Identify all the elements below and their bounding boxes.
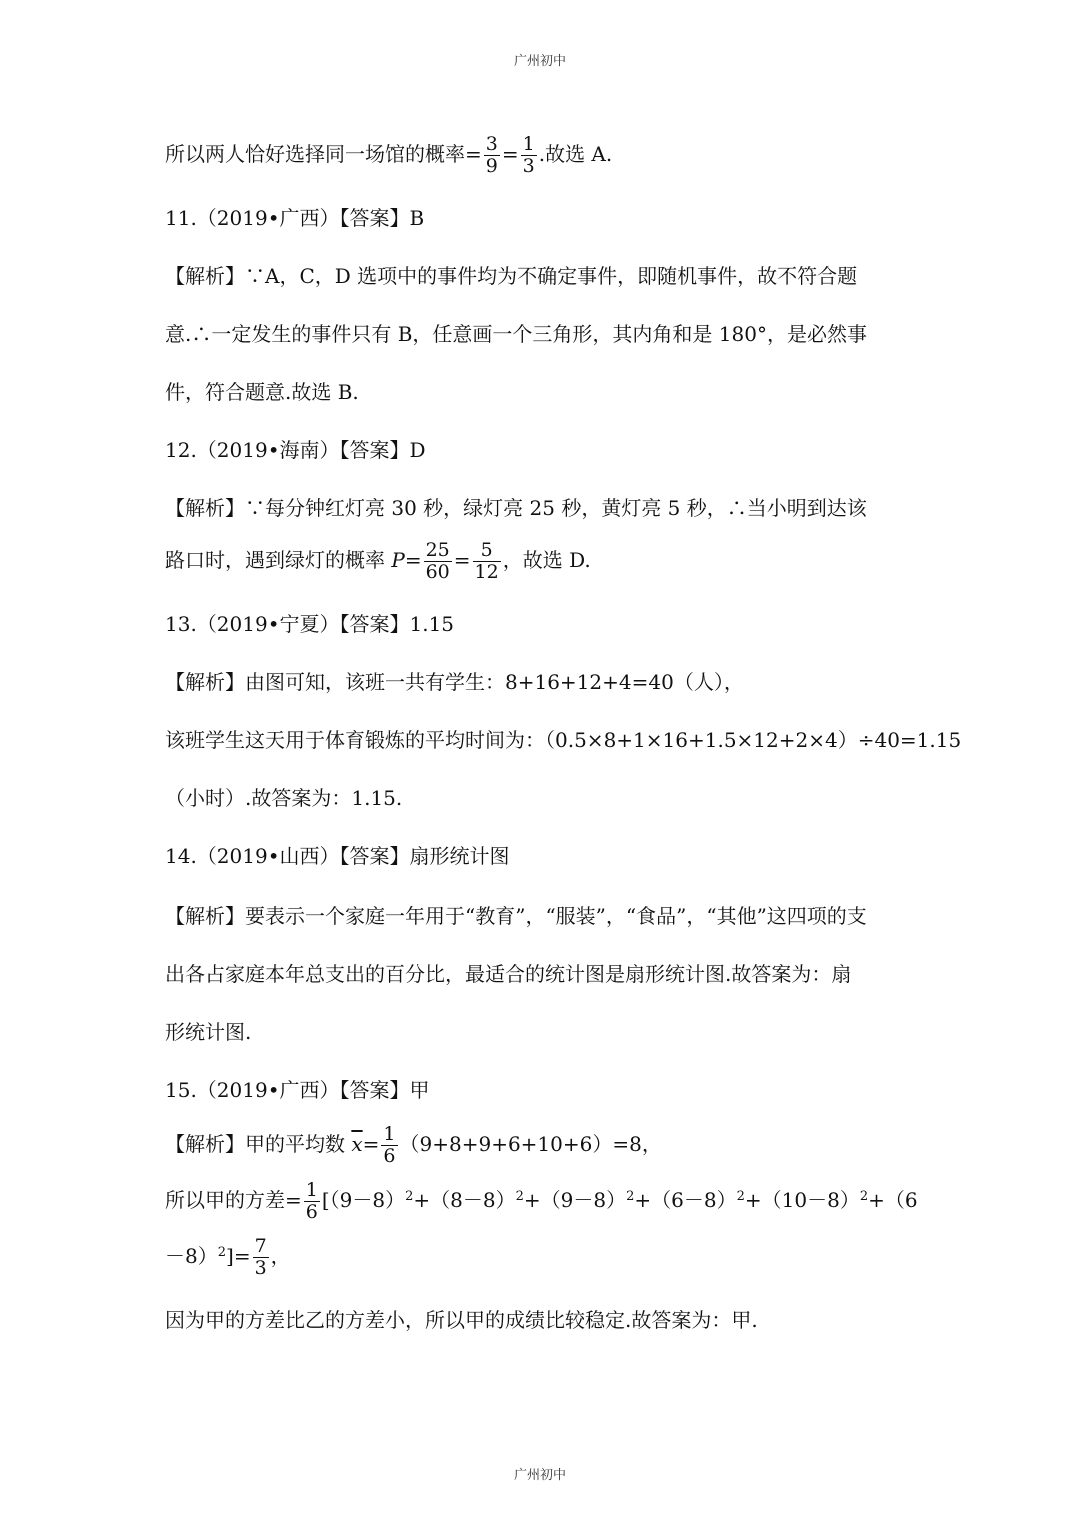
probability-symbol: P xyxy=(391,548,405,572)
denominator: 12 xyxy=(474,561,499,583)
mean-expression: （9+8+9+6+10+6）=8， xyxy=(399,1132,662,1156)
punctuation: ， xyxy=(270,1244,291,1268)
variance-term: +（6 xyxy=(868,1188,918,1212)
q15-text: 所以甲的方差= xyxy=(165,1188,302,1212)
q10-conclusion xyxy=(165,134,925,177)
q10-answer: .故选 A. xyxy=(538,142,613,166)
q11-heading: 11.（2019•广西）【答案】B xyxy=(165,206,425,230)
numerator: 7 xyxy=(254,1235,267,1257)
q13-heading: 13.（2019•宁夏）【答案】1.15 xyxy=(165,612,455,636)
fraction xyxy=(381,1124,397,1167)
q12-explanation-line xyxy=(165,540,925,583)
q13-explanation-line: （小时）.故答案为：1.15. xyxy=(165,786,403,810)
numerator: 1 xyxy=(305,1179,318,1201)
q10-text: 所以两人恰好选择同一场馆的概率= xyxy=(165,142,482,166)
numerator: 5 xyxy=(473,540,501,562)
equals-sign: = xyxy=(404,548,422,572)
q11-explanation-line: 件，符合题意.故选 B. xyxy=(165,380,359,404)
q14-explanation-line: 出各占家庭本年总支出的百分比，最适合的统计图是扇形统计图.故答案为：扇 xyxy=(165,962,852,986)
variance-term: +（6－8） xyxy=(634,1188,737,1212)
fraction xyxy=(304,1180,320,1223)
q11-explanation-line: 意.∴一定发生的事件只有 B，任意画一个三角形，其内角和是 180°，是必然事 xyxy=(165,322,867,346)
exponent: 2 xyxy=(736,1189,745,1204)
denominator: 6 xyxy=(383,1145,396,1167)
q15-mean-line xyxy=(165,1124,925,1167)
equals-sign: = xyxy=(362,1132,380,1156)
exponent: 2 xyxy=(626,1189,635,1204)
variance-term: +（9－8） xyxy=(523,1188,627,1212)
equals-sign: = xyxy=(453,548,471,572)
header-watermark: 广州初中 xyxy=(513,54,566,69)
q15-conclusion: 因为甲的方差比乙的方差小，所以甲的成绩比较稳定.故答案为：甲. xyxy=(165,1308,758,1332)
denominator: 6 xyxy=(305,1201,318,1223)
bracket-equals: ]= xyxy=(226,1244,251,1268)
exponent: 2 xyxy=(859,1189,869,1204)
variance-term: －8） xyxy=(165,1244,218,1268)
variance-term: +（8－8） xyxy=(413,1188,516,1212)
exponent: 2 xyxy=(217,1245,227,1260)
q13-explanation-line: 【解析】由图可知，该班一共有学生：8+16+12+4=40（人）， xyxy=(165,670,744,694)
q13-explanation-line: 该班学生这天用于体育锻炼的平均时间为：（0.5×8+1×16+1.5×12+2×4）÷40=1.15 xyxy=(165,728,962,752)
q11-explanation-line: 【解析】∵A，C，D 选项中的事件均为不确定事件，即随机事件，故不符合题 xyxy=(165,264,858,288)
q14-heading: 14.（2019•山西）【答案】扇形统计图 xyxy=(165,844,510,868)
numerator: 25 xyxy=(425,539,450,561)
q15-variance-line xyxy=(165,1180,925,1223)
q15-text: 【解析】甲的平均数 xyxy=(165,1132,352,1156)
fraction xyxy=(521,134,537,177)
denominator: 3 xyxy=(522,155,535,177)
fraction xyxy=(253,1236,269,1279)
fraction xyxy=(424,540,452,583)
exponent: 2 xyxy=(405,1189,414,1204)
q14-explanation-line: 【解析】要表示一个家庭一年用于“教育”，“服装”，“食品”，“其他”这四项的支 xyxy=(165,904,867,928)
fraction xyxy=(473,540,501,583)
footer-watermark: 广州初中 xyxy=(513,1468,566,1483)
q15-heading: 15.（2019•广西）【答案】甲 xyxy=(165,1078,430,1102)
q15-variance-line-cont xyxy=(165,1236,925,1279)
variance-term: +（10－8） xyxy=(744,1188,860,1212)
q12-explanation-line: 【解析】∵每分钟红灯亮 30 秒，绿灯亮 25 秒，黄灯亮 5 秒，∴当小明到达该 xyxy=(165,496,867,520)
q12-answer: ，故选 D. xyxy=(502,548,591,572)
denominator: 9 xyxy=(485,155,498,177)
exponent: 2 xyxy=(515,1189,524,1204)
q12-text: 路口时，遇到绿灯的概率 xyxy=(165,548,392,572)
variance-term: [（9－8） xyxy=(321,1188,406,1212)
denominator: 60 xyxy=(425,561,450,583)
q14-explanation-line: 形统计图. xyxy=(165,1020,252,1044)
denominator: 3 xyxy=(254,1257,267,1279)
q12-heading: 12.（2019•海南）【答案】D xyxy=(165,438,426,462)
fraction xyxy=(484,134,500,177)
numerator: 1 xyxy=(383,1123,396,1145)
numerator: 1 xyxy=(522,133,535,155)
mean-symbol: $\overline{x}$ xyxy=(351,1132,363,1156)
numerator: 3 xyxy=(485,133,498,155)
equals-sign: = xyxy=(501,142,519,166)
